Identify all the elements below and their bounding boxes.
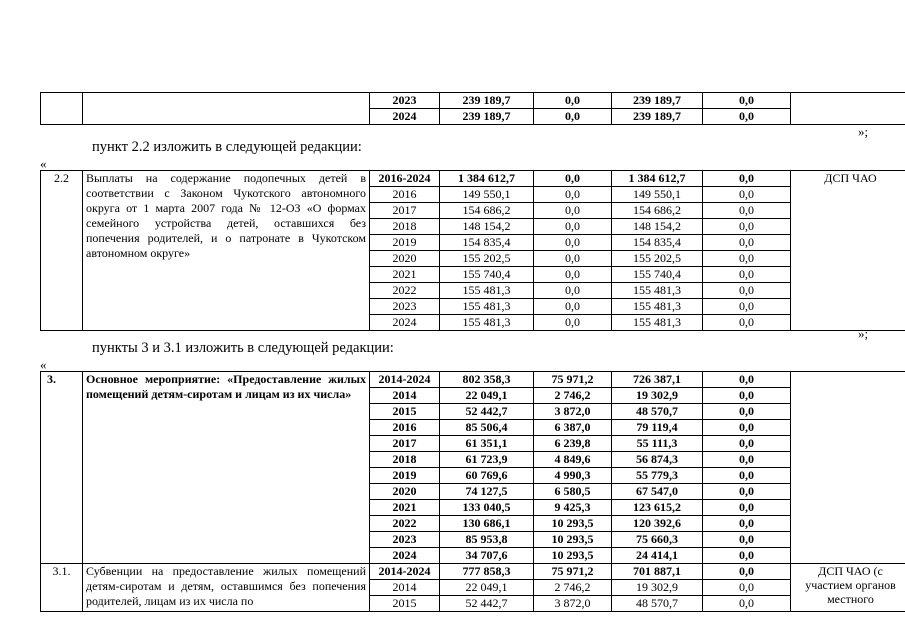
item-executor: ДСП ЧАО (с участием органов местного <box>791 564 905 612</box>
okrug-cell: 55 111,3 <box>612 436 703 452</box>
federal-cell: 10 293,5 <box>534 532 612 548</box>
other-cell: 0,0 <box>703 219 791 235</box>
other-cell: 0,0 <box>703 267 791 283</box>
other-cell: 0,0 <box>703 564 791 580</box>
total-cell: 154 686,2 <box>440 203 534 219</box>
year-cell: 2019 <box>370 468 440 484</box>
total-cell: 52 442,7 <box>440 404 534 420</box>
other-cell: 0,0 <box>703 596 791 612</box>
table-row <box>41 171 905 187</box>
federal-cell: 0,0 <box>534 267 612 283</box>
item-description: Субвенции на предоставление жилых помещений детям-сиротам и детям, оставшимся без попечения родителей, лицам из их числа по <box>83 564 370 612</box>
other-cell: 0,0 <box>703 436 791 452</box>
year-cell: 2023 <box>370 299 440 315</box>
okrug-cell: 123 615,2 <box>612 500 703 516</box>
federal-cell: 0,0 <box>534 187 612 203</box>
other-cell: 0,0 <box>703 283 791 299</box>
federal-cell: 10 293,5 <box>534 548 612 564</box>
okrug-cell: 120 392,6 <box>612 516 703 532</box>
year-cell: 2022 <box>370 516 440 532</box>
paragraph-2-2: пункт 2.2 изложить в следующей редакции: <box>92 139 362 155</box>
num-cell <box>41 93 83 125</box>
total-cell: 149 550,1 <box>440 187 534 203</box>
executor-cell <box>791 93 905 125</box>
other-cell: 0,0 <box>703 187 791 203</box>
year-cell: 2017 <box>370 436 440 452</box>
other-cell: 0,0 <box>703 404 791 420</box>
federal-cell: 0,0 <box>534 93 612 109</box>
okrug-cell: 155 481,3 <box>612 299 703 315</box>
federal-cell: 0,0 <box>534 171 612 187</box>
total-cell: 155 481,3 <box>440 283 534 299</box>
close-quote-1: »; <box>858 124 869 139</box>
year-cell: 2016-2024 <box>370 171 440 187</box>
year-cell: 2015 <box>370 596 440 612</box>
federal-cell: 75 971,2 <box>534 564 612 580</box>
total-cell: 239 189,7 <box>440 109 534 125</box>
other-cell: 0,0 <box>703 171 791 187</box>
federal-cell: 0,0 <box>534 283 612 299</box>
other-cell: 0,0 <box>703 500 791 516</box>
total-cell: 133 040,5 <box>440 500 534 516</box>
okrug-cell: 155 740,4 <box>612 267 703 283</box>
total-cell: 61 351,1 <box>440 436 534 452</box>
other-cell: 0,0 <box>703 532 791 548</box>
okrug-cell: 48 570,7 <box>612 404 703 420</box>
other-cell: 0,0 <box>703 548 791 564</box>
federal-cell: 4 990,3 <box>534 468 612 484</box>
okrug-cell: 239 189,7 <box>612 109 703 125</box>
okrug-cell: 79 119,4 <box>612 420 703 436</box>
year-cell: 2014 <box>370 580 440 596</box>
federal-cell: 3 872,0 <box>534 596 612 612</box>
federal-cell: 10 293,5 <box>534 516 612 532</box>
other-cell: 0,0 <box>703 580 791 596</box>
okrug-cell: 75 660,3 <box>612 532 703 548</box>
total-cell: 239 189,7 <box>440 93 534 109</box>
federal-cell: 0,0 <box>534 203 612 219</box>
year-cell: 2024 <box>370 109 440 125</box>
federal-cell: 0,0 <box>534 109 612 125</box>
federal-cell: 75 971,2 <box>534 372 612 388</box>
okrug-cell: 48 570,7 <box>612 596 703 612</box>
year-cell: 2016 <box>370 187 440 203</box>
year-cell: 2017 <box>370 203 440 219</box>
federal-cell: 3 872,0 <box>534 404 612 420</box>
total-cell: 130 686,1 <box>440 516 534 532</box>
item-executor <box>791 372 905 564</box>
year-cell: 2016 <box>370 420 440 436</box>
other-cell: 0,0 <box>703 388 791 404</box>
item-executor: ДСП ЧАО <box>791 171 905 331</box>
item-description: Выплаты на содержание подопечных детей в соответствии с Законом Чукотского автономного округа от 1 марта 2007 года № 12-ОЗ «О формах семейного устройства детей, оставшихся без попечения родителей, и о патронате в Чукотском автономном округе» <box>83 171 370 331</box>
other-cell: 0,0 <box>703 484 791 500</box>
total-cell: 148 154,2 <box>440 219 534 235</box>
other-cell: 0,0 <box>703 235 791 251</box>
table-item-3 <box>40 371 905 612</box>
other-cell: 0,0 <box>703 315 791 331</box>
year-cell: 2014-2024 <box>370 564 440 580</box>
year-cell: 2021 <box>370 500 440 516</box>
other-cell: 0,0 <box>703 109 791 125</box>
table-row <box>41 372 905 388</box>
table-row <box>41 93 905 109</box>
other-cell: 0,0 <box>703 468 791 484</box>
federal-cell: 2 746,2 <box>534 388 612 404</box>
total-cell: 34 707,6 <box>440 548 534 564</box>
year-cell: 2018 <box>370 219 440 235</box>
year-cell: 2020 <box>370 484 440 500</box>
other-cell: 0,0 <box>703 203 791 219</box>
table-row <box>41 564 905 580</box>
table-continuation <box>40 92 905 125</box>
okrug-cell: 701 887,1 <box>612 564 703 580</box>
okrug-cell: 55 779,3 <box>612 468 703 484</box>
total-cell: 1 384 612,7 <box>440 171 534 187</box>
okrug-cell: 155 481,3 <box>612 315 703 331</box>
paragraph-3-3-1: пункты 3 и 3.1 изложить в следующей редакции: <box>92 340 394 356</box>
okrug-cell: 154 686,2 <box>612 203 703 219</box>
total-cell: 802 358,3 <box>440 372 534 388</box>
year-cell: 2020 <box>370 251 440 267</box>
other-cell: 0,0 <box>703 420 791 436</box>
total-cell: 155 740,4 <box>440 267 534 283</box>
federal-cell: 0,0 <box>534 235 612 251</box>
okrug-cell: 155 202,5 <box>612 251 703 267</box>
total-cell: 155 481,3 <box>440 315 534 331</box>
federal-cell: 0,0 <box>534 299 612 315</box>
total-cell: 154 835,4 <box>440 235 534 251</box>
federal-cell: 6 387,0 <box>534 420 612 436</box>
total-cell: 85 953,8 <box>440 532 534 548</box>
year-cell: 2022 <box>370 283 440 299</box>
table-item-2-2 <box>40 170 905 331</box>
okrug-cell: 726 387,1 <box>612 372 703 388</box>
year-cell: 2021 <box>370 267 440 283</box>
year-cell: 2023 <box>370 532 440 548</box>
year-cell: 2024 <box>370 315 440 331</box>
year-cell: 2014-2024 <box>370 372 440 388</box>
okrug-cell: 24 414,1 <box>612 548 703 564</box>
okrug-cell: 148 154,2 <box>612 219 703 235</box>
other-cell: 0,0 <box>703 516 791 532</box>
item-number: 3.1. <box>41 564 83 612</box>
federal-cell: 2 746,2 <box>534 580 612 596</box>
okrug-cell: 239 189,7 <box>612 93 703 109</box>
other-cell: 0,0 <box>703 299 791 315</box>
total-cell: 22 049,1 <box>440 580 534 596</box>
federal-cell: 4 849,6 <box>534 452 612 468</box>
total-cell: 52 442,7 <box>440 596 534 612</box>
total-cell: 85 506,4 <box>440 420 534 436</box>
federal-cell: 0,0 <box>534 315 612 331</box>
item-number: 3. <box>41 372 83 564</box>
year-cell: 2019 <box>370 235 440 251</box>
item-description: Основное мероприятие: «Предоставление жилых помещений детям-сиротам и лицам из их числа» <box>83 372 370 564</box>
okrug-cell: 19 302,9 <box>612 580 703 596</box>
desc-cell <box>83 93 370 125</box>
okrug-cell: 19 302,9 <box>612 388 703 404</box>
year-cell: 2024 <box>370 548 440 564</box>
total-cell: 155 202,5 <box>440 251 534 267</box>
year-cell: 2023 <box>370 93 440 109</box>
total-cell: 74 127,5 <box>440 484 534 500</box>
item-number: 2.2 <box>41 171 83 331</box>
close-quote-2: »; <box>858 326 869 341</box>
total-cell: 155 481,3 <box>440 299 534 315</box>
other-cell: 0,0 <box>703 372 791 388</box>
year-cell: 2015 <box>370 404 440 420</box>
okrug-cell: 154 835,4 <box>612 235 703 251</box>
federal-cell: 9 425,3 <box>534 500 612 516</box>
okrug-cell: 56 874,3 <box>612 452 703 468</box>
total-cell: 22 049,1 <box>440 388 534 404</box>
federal-cell: 0,0 <box>534 219 612 235</box>
year-cell: 2014 <box>370 388 440 404</box>
total-cell: 777 858,3 <box>440 564 534 580</box>
okrug-cell: 1 384 612,7 <box>612 171 703 187</box>
okrug-cell: 149 550,1 <box>612 187 703 203</box>
other-cell: 0,0 <box>703 251 791 267</box>
other-cell: 0,0 <box>703 452 791 468</box>
other-cell: 0,0 <box>703 93 791 109</box>
federal-cell: 6 580,5 <box>534 484 612 500</box>
okrug-cell: 155 481,3 <box>612 283 703 299</box>
year-cell: 2018 <box>370 452 440 468</box>
open-quote-1: « <box>40 156 47 171</box>
okrug-cell: 67 547,0 <box>612 484 703 500</box>
federal-cell: 6 239,8 <box>534 436 612 452</box>
open-quote-2: « <box>40 357 47 372</box>
total-cell: 60 769,6 <box>440 468 534 484</box>
federal-cell: 0,0 <box>534 251 612 267</box>
total-cell: 61 723,9 <box>440 452 534 468</box>
